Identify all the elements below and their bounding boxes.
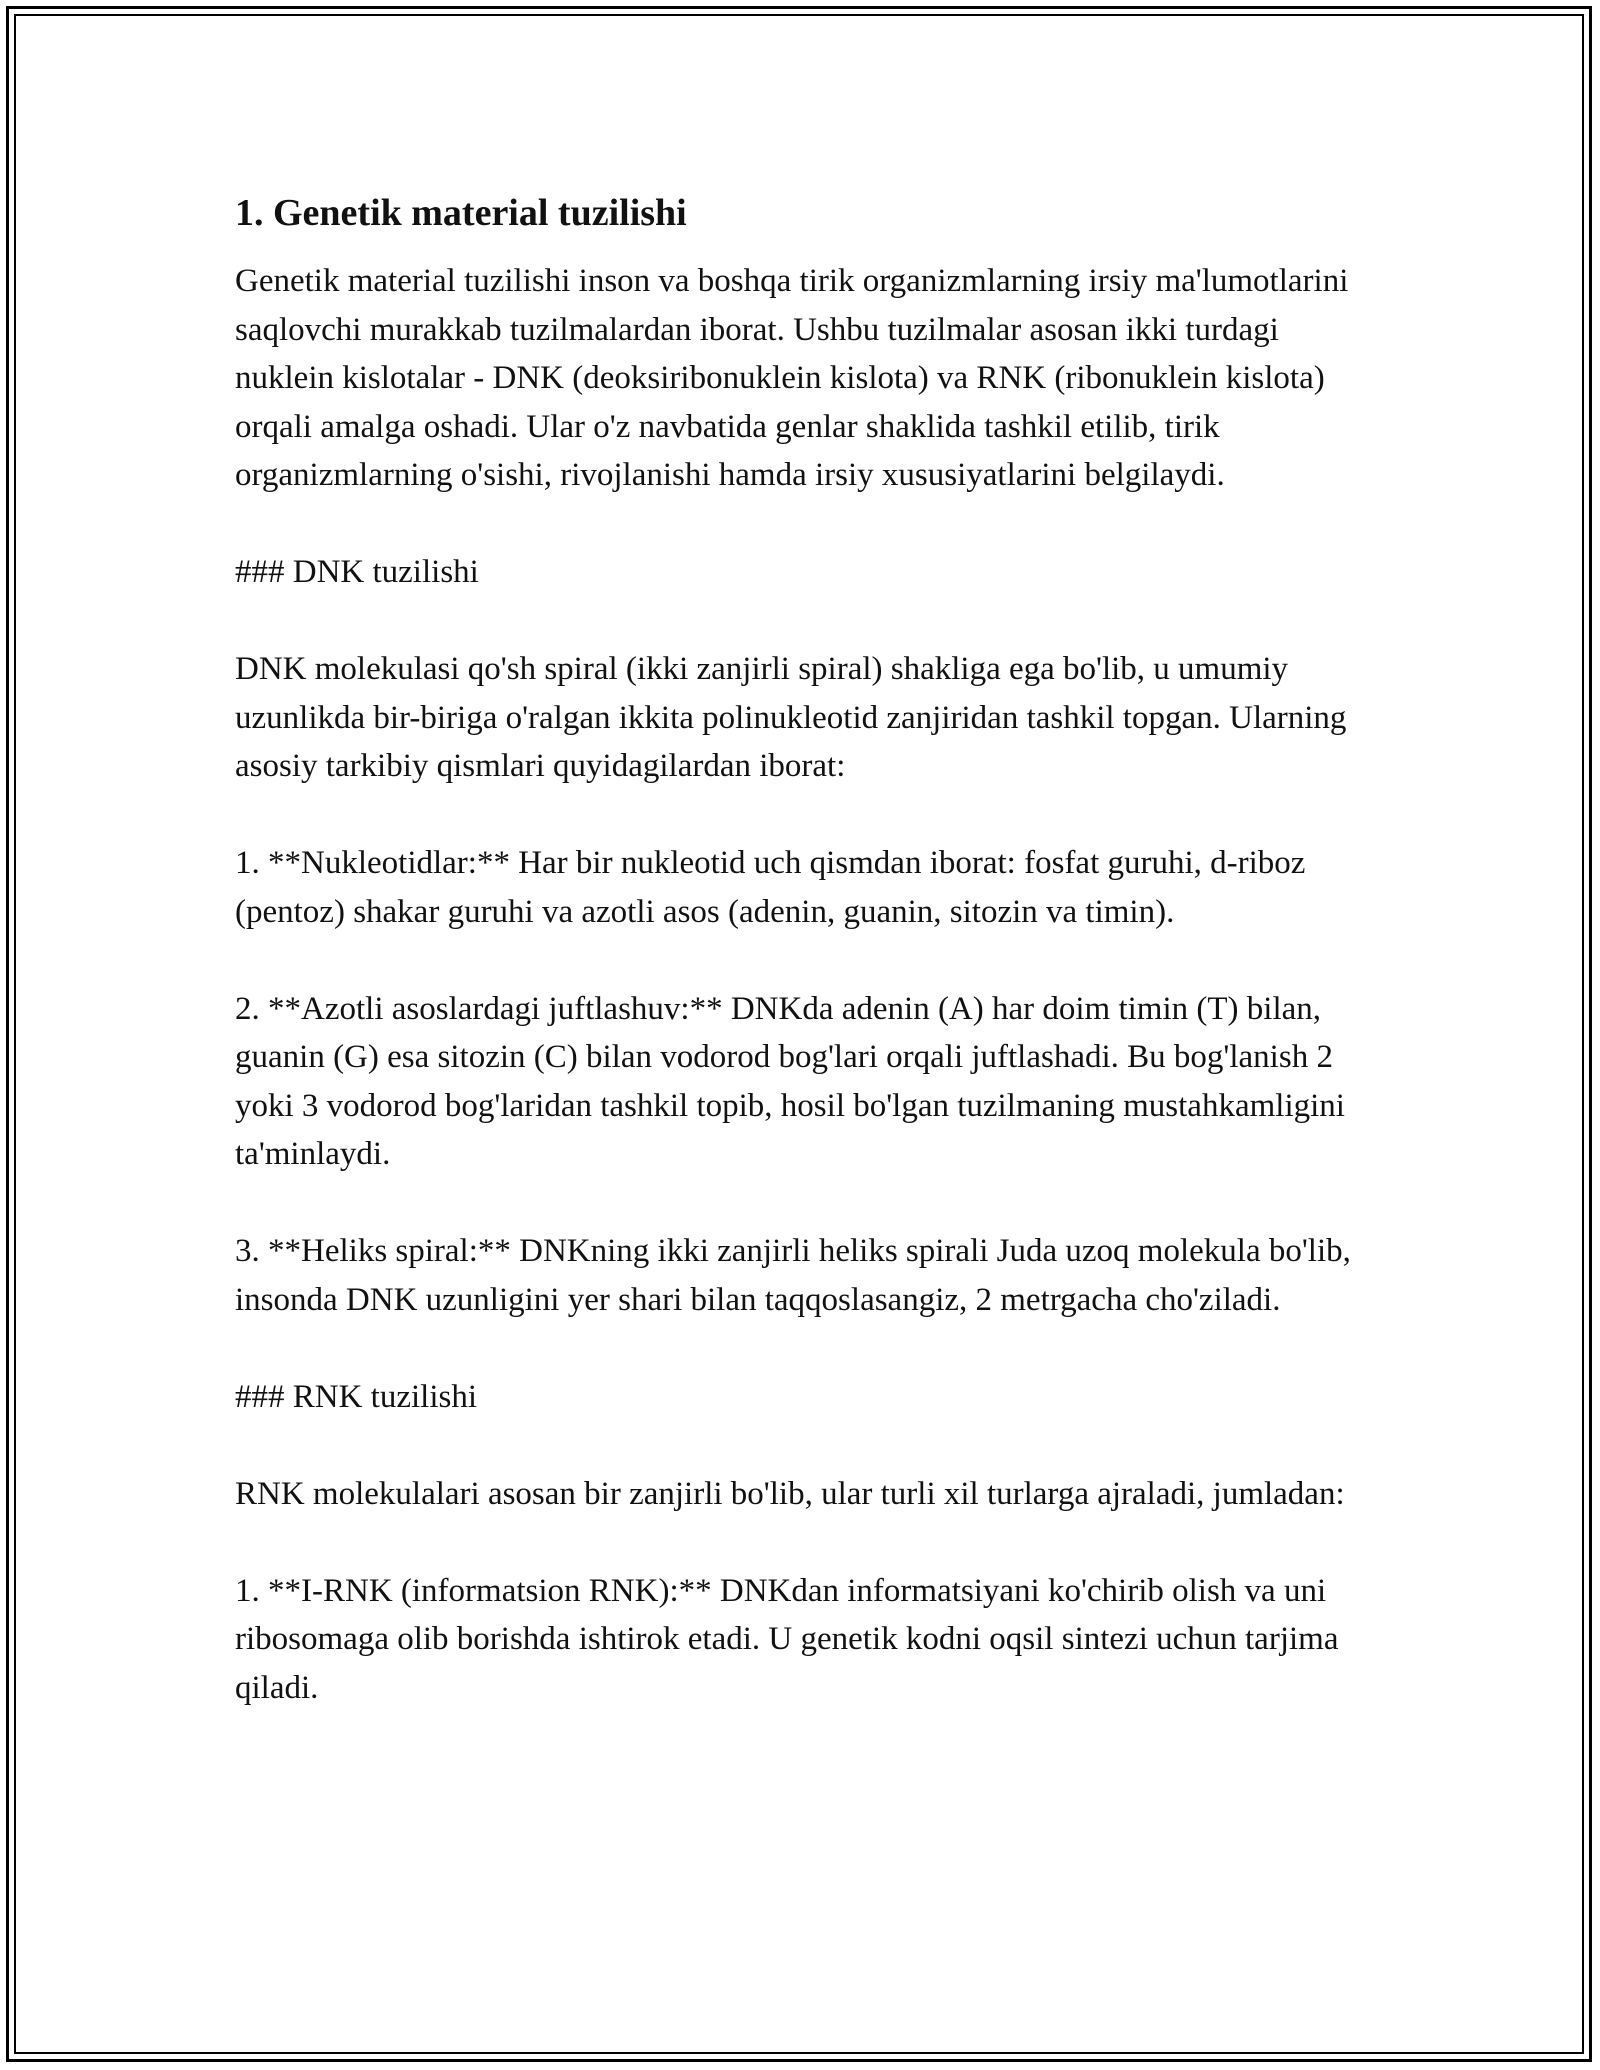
list-item-helix: 3. **Heliks spiral:** DNKning ikki zanjirli heliks spirali Juda uzoq molekula bo'lib, insonda DNK uzunligini yer shari bilan taqqoslasangiz, 2 metrgacha cho'ziladi. [235, 1233, 1351, 1318]
list-item-nucleotides: 1. **Nukleotidlar:** Har bir nukleotid uch qismdan iborat: fosfat guruhi, d-riboz (pentoz) shakar guruhi va azotli asos (adenin, guanin, sitozin va timin). [235, 845, 1306, 930]
paragraph-intro: Genetik material tuzilishi inson va boshqa tirik organizmlarning irsiy ma'lumotlarini saqlovchi murakkab tuzilmalardan iborat. Ushbu tuzilmalar asosan ikki turdagi nuklein kislotalar - DNK (deoksiribonuklein kislota) va RNK (ribonuklein kislota) orqali amalga oshadi. Ular o'z navbatida genlar shaklida tashkil etilib, tirik organizmlarning o'sishi, rivojlanishi hamda irsiy xususiyatlarini belgilaydi. [235, 263, 1349, 493]
document-body [235, 185, 1375, 1712]
list-item-base-pairing: 2. **Azotli asoslardagi juftlashuv:** DNKda adenin (A) har doim timin (T) bilan, guanin (G) esa sitozin (C) bilan vodorod bog'lari orqali juftlashadi. Bu bog'lanish 2 yoki 3 vodorod bog'laridan tashkil topib, hosil bo'lgan tuzilmaning mustahkamligini ta'minlaydi. [235, 990, 1345, 1172]
subheading-dnk: ### DNK tuzilishi [235, 554, 479, 590]
list-item-mrna: 1. **I-RNK (informatsion RNK):** DNKdan informatsiyani ko'chirib olish va uni ribosomaga olib borishda ishtirok etadi. U genetik kodni oqsil sintezi uchun tarjima qiladi. [235, 1572, 1339, 1706]
document-title: 1. Genetik material tuzilishi [235, 192, 687, 234]
subheading-rnk: ### RNK tuzilishi [235, 1378, 478, 1415]
paragraph-dnk-structure: DNK molekulasi qo'sh spiral (ikki zanjirli spiral) shakliga ega bo'lib, u umumiy uzunlikda bir-biriga o'ralgan ikkita polinukleotid zanjiridan tashkil topgan. Ularning asosiy tarkibiy qismlari quyidagilardan iborat: [235, 651, 1347, 784]
paragraph-rnk-structure: RNK molekulalari asosan bir zanjirli bo'lib, ular turli xil turlarga ajraladi, jumladan: [235, 1475, 1345, 1512]
